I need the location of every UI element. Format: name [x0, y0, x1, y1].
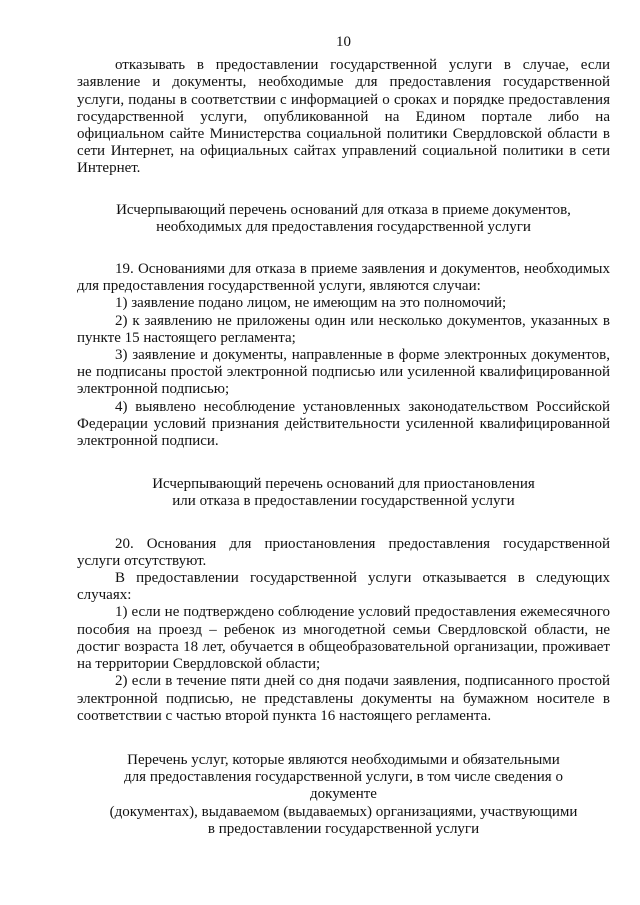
heading-line: для предоставления государственной услуги, в том числе сведения о документе: [124, 769, 563, 803]
intro-paragraph: отказывать в предоставлении государственной услуги в случае, если заявление и документы, необходимые для предоставления государственной услуги, поданы в соответствии с информацией о сроках и порядке предоставления государственной услуги, опубликованной на Едином портале либо на официальном сайте Министерства социальной политики Свердловской области в сети Интернет, на официальных сайтах управлений социальной политики в сети Интернет.: [77, 57, 610, 177]
list-item-19-3: 3) заявление и документы, направленные в форме электронных документов, не подписаны простой электронной подписью или усиленной квалифицированной электронной подписью;: [77, 347, 610, 398]
heading-line: (документах), выдаваемом (выдаваемых) организациями, участвующими: [109, 803, 578, 820]
spacer: [77, 511, 610, 536]
heading-line: в предоставлении государственной услуги: [207, 820, 480, 837]
paragraph-20: 20. Основания для приостановления предоставления государственной услуги отсутствуют.: [77, 535, 610, 569]
list-item-20-2: 2) если в течение пяти дней со дня подачи заявления, подписанного простой электронной подписью, не представлены документы на бумажном носителе в соответствии с частью второй пункта 16 настоящего регламента.: [77, 673, 610, 724]
list-item-19-2: 2) к заявлению не приложены один или несколько документов, указанных в пункте 15 настоящего регламента;: [77, 312, 610, 346]
document-page: [77, 34, 610, 838]
spacer: [77, 725, 610, 752]
spacer: [77, 178, 610, 202]
heading-line: или отказа в предоставлении государственной услуги: [172, 493, 515, 510]
heading-line: Перечень услуг, которые являются необходимыми и обязательными: [127, 751, 560, 768]
list-item-20-1: 1) если не подтверждено соблюдение условий предоставления ежемесячного пособия на проезд – ребенок из многодетной семьи Свердловской области, не достиг возраста 18 лет, обучается в общеобразовательной организации, проживает на территории Свердловской области;: [77, 604, 610, 673]
heading-line: необходимых для предоставления государственной услуги: [156, 218, 531, 235]
spacer: [77, 450, 610, 476]
section-heading-suspension-refusal: [77, 476, 610, 510]
page-number: 10: [336, 34, 351, 50]
heading-line: Исчерпывающий перечень оснований для отказа в приеме документов,: [116, 201, 571, 218]
section-heading-required-services: [77, 752, 610, 838]
list-item-19-1: 1) заявление подано лицом, не имеющим на это полномочий;: [115, 295, 507, 312]
list-item-19-4: 4) выявлено несоблюдение установленных законодательством Российской Федерации условий признания действительности усиленной квалифицированной электронной подписи.: [77, 398, 610, 450]
heading-line: Исчерпывающий перечень оснований для приостановления: [152, 476, 535, 493]
paragraph-19: 19. Основаниями для отказа в приеме заявления и документов, необходимых для предоставления государственной услуги, являются случаи:: [77, 261, 610, 295]
section-heading-refusal-acceptance: [77, 202, 610, 236]
paragraph-refusal-cases: В предоставлении государственной услуги отказывается в следующих случаях:: [77, 570, 610, 604]
spacer: [77, 236, 610, 261]
